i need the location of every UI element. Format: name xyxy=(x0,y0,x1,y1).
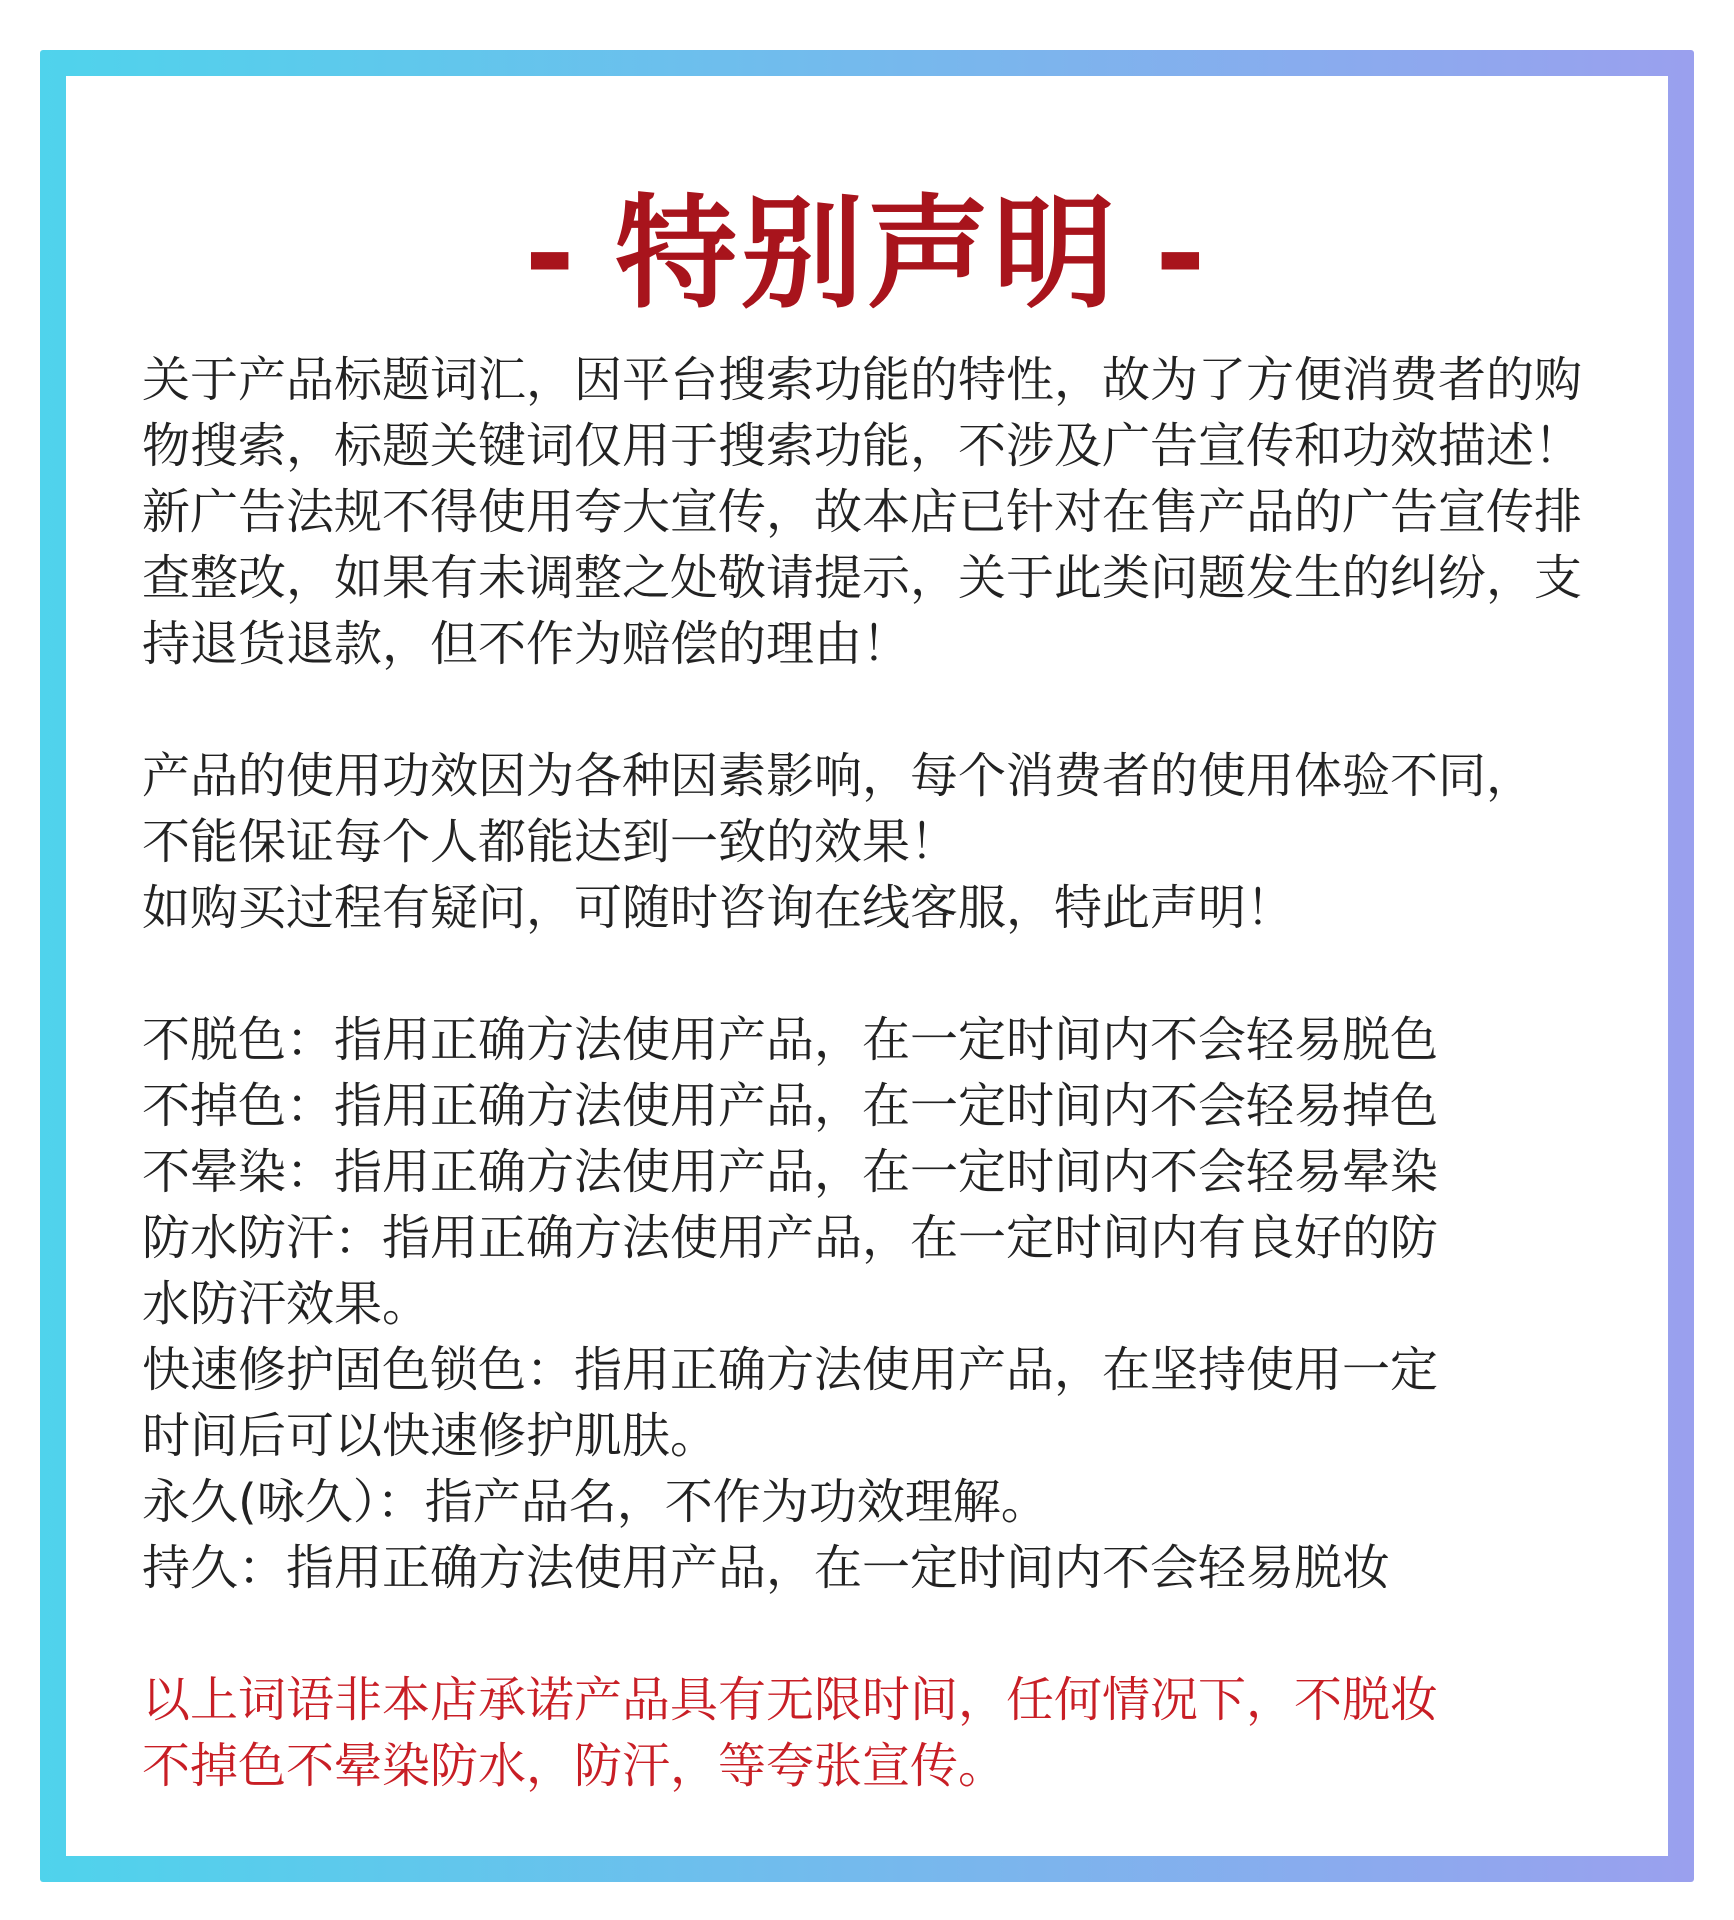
definition-line: 永久(咏久）：指产品名，不作为功效理解。 xyxy=(142,1474,1049,1530)
text-line: 如购买过程有疑问，可随时咨询在线客服，特此声明！ xyxy=(142,880,1295,936)
text-line: 关于产品标题词汇，因平台搜索功能的特性，故为了方便消费者的购 xyxy=(142,352,1583,408)
statement-panel xyxy=(66,76,1668,1856)
definition-line: 持久：指用正确方法使用产品，在一定时间内不会轻易脱妆 xyxy=(142,1540,1391,1596)
text-line: 物搜索，标题关键词仅用于搜索功能，不涉及广告宣传和功效描述！ xyxy=(142,418,1583,474)
text-line: 持退货退款，但不作为赔偿的理由！ xyxy=(142,616,911,672)
notice-line: 以上词语非本店承诺产品具有无限时间，任何情况下，不脱妆 xyxy=(142,1672,1439,1728)
definition-line: 时间后可以快速修护肌肤。 xyxy=(142,1408,719,1464)
page-title xyxy=(66,184,1668,324)
paragraph-platform-search xyxy=(142,347,1692,677)
text-line: 产品的使用功效因为各种因素影响，每个消费者的使用体验不同， xyxy=(142,748,1535,804)
paragraph-spacer xyxy=(142,1601,1692,1667)
text-line: 不能保证每个人都能达到一致的效果！ xyxy=(142,814,959,870)
paragraph-spacer xyxy=(142,677,1692,743)
paragraph-spacer xyxy=(142,941,1692,1007)
paragraph-effect-disclaimer xyxy=(142,743,1692,941)
definition-line: 不掉色：指用正确方法使用产品，在一定时间内不会轻易掉色 xyxy=(142,1078,1439,1134)
text-line: 查整改，如果有未调整之处敬请提示，关于此类问题发生的纠纷，支 xyxy=(142,550,1583,606)
definition-line: 防水防汗：指用正确方法使用产品，在一定时间内有良好的防 xyxy=(142,1210,1439,1266)
title-dash-left: - xyxy=(524,183,579,325)
definitions-list xyxy=(142,1007,1692,1601)
definition-line: 快速修护固色锁色：指用正确方法使用产品，在坚持使用一定 xyxy=(142,1342,1439,1398)
text-line: 新广告法规不得使用夸大宣传，故本店已针对在售产品的广告宣传排 xyxy=(142,484,1583,540)
title-dash-right: - xyxy=(1155,183,1210,325)
statement-body xyxy=(142,347,1692,1799)
definition-line: 水防汗效果。 xyxy=(142,1276,431,1332)
definition-line: 不晕染：指用正确方法使用产品，在一定时间内不会轻易晕染 xyxy=(142,1144,1439,1200)
notice-line: 不掉色不晕染防水，防汗，等夸张宣传。 xyxy=(142,1738,1007,1794)
red-notice xyxy=(142,1667,1692,1799)
title-text: 特别声明 xyxy=(615,183,1119,325)
gradient-frame xyxy=(40,50,1694,1882)
definition-line: 不脱色：指用正确方法使用产品，在一定时间内不会轻易脱色 xyxy=(142,1012,1439,1068)
